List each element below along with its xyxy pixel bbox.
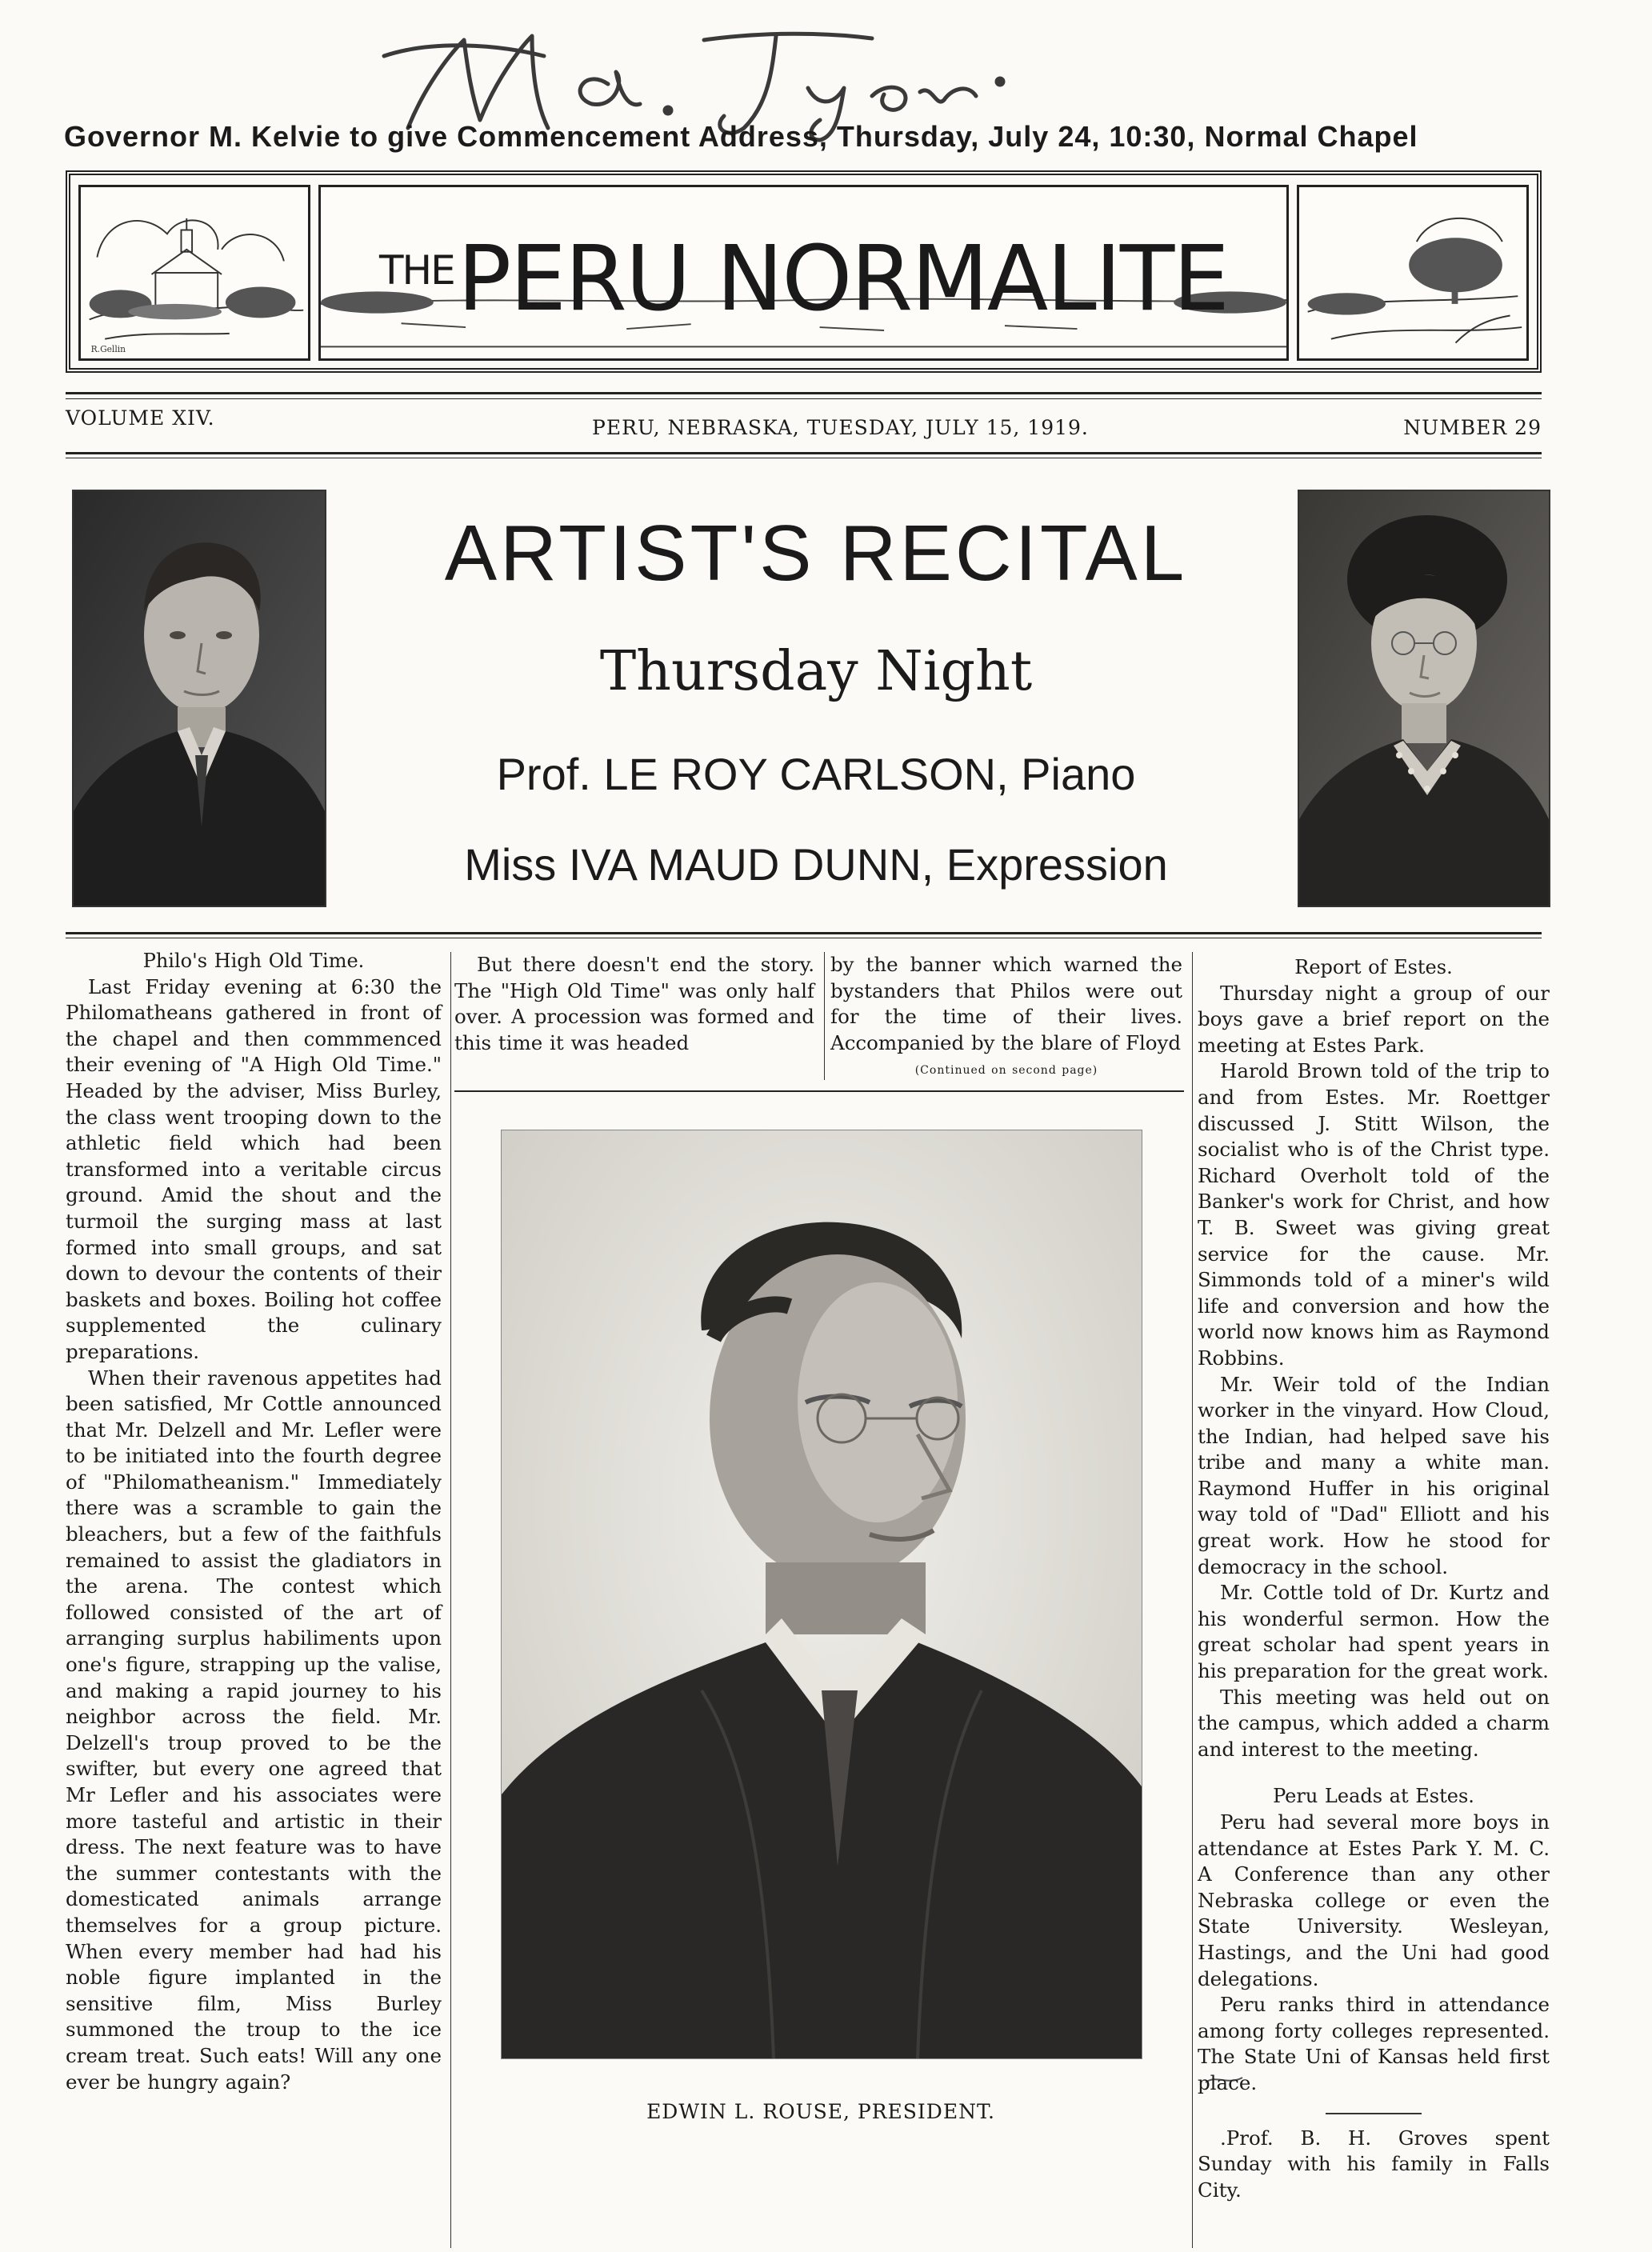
- top-rule-thin: [66, 398, 1542, 399]
- masthead-left-illustration: [78, 185, 310, 361]
- masthead-title-panel: [318, 185, 1289, 361]
- column-divider: [1192, 952, 1193, 2248]
- masthead-artist-signature: R.Gellin: [90, 344, 126, 355]
- article-paragraph: Thursday night a group of our boys gave a brief report on the meeting at Estes Park.: [1198, 981, 1550, 1057]
- article-paragraph: But there doesn't end the story. The "High Old Time" was only half over. A procession was formed and this time it was headed: [454, 953, 814, 1054]
- article-title-philo: Philo's High Old Time.: [142, 950, 365, 972]
- masthead-right-illustration: [1297, 185, 1529, 361]
- note-groves: .Prof. B. H. Groves spent Sunday with his family in Falls City.: [1198, 2126, 1550, 2202]
- volume-label: VOLUME XIV.: [66, 406, 215, 430]
- photo-top-rule: [454, 1090, 1184, 1092]
- photo-caption: EDWIN L. ROUSE, PRESIDENT.: [646, 2100, 995, 2123]
- place-date-label: PERU, NEBRASKA, TUESDAY, JULY 15, 1919.: [592, 416, 1089, 439]
- newspaper-title: [321, 227, 1286, 331]
- headline-subtitle: Thursday Night: [599, 640, 1033, 703]
- portrait-woman-image: [1299, 491, 1549, 906]
- column-philo-continued: [454, 952, 814, 1056]
- column-estes: [1198, 954, 1550, 2203]
- portrait-carlson: [72, 490, 326, 907]
- article-paragraph: Peru ranks third in attendance among forty colleges represented. The State Uni of Kansas held first place.: [1198, 1993, 1550, 2094]
- article-title-peru: Peru Leads at Estes.: [1273, 1785, 1474, 1808]
- article-paragraph: by the banner which warned the bystanders that Philos were out for the time of their lives. Accompanied by the blare of Floyd: [830, 953, 1182, 1054]
- column-philo: [66, 948, 442, 2095]
- president-portrait-image: [502, 1130, 1142, 2058]
- headline-title: ARTIST'S RECITAL: [444, 509, 1188, 597]
- headline-performer-2: Miss IVA MAUD DUNN, Expression: [464, 839, 1168, 890]
- column-philo-continued-2: [830, 952, 1182, 1084]
- article-paragraph: This meeting was held out on the campus, which added a charm and interest to the meeting.: [1198, 1685, 1550, 1761]
- article-title-estes: Report of Estes.: [1294, 956, 1453, 978]
- headline-performer-1: Prof. LE ROY CARLSON, Piano: [496, 749, 1136, 799]
- portrait-man-image: [74, 491, 325, 906]
- body-rule: [66, 932, 1542, 934]
- continued-note: (Continued on second page): [914, 1064, 1098, 1078]
- issue-number-label: NUMBER 29: [1403, 416, 1542, 439]
- masthead: [66, 170, 1542, 373]
- article-paragraph: When their ravenous appetites had been satisfied, Mr Cottle announced that Mr. Delzell and Mr. Lefler were to be initiated into the fourth degree of "Philomatheanism." Immediately there was a scramble to gain the bleachers, but a few of the faithfuls remained to assist the gladiators in the arena. The contest which followed consisted of the art of arranging surplus habiliments upon one's figure, strapping up the valise, and making a rapid journey to his neighbor across the field. Mr. Delzell's troup proved to be the swifter, but every one agreed that Mr Lefler and his associates were more tasteful and artistic in their dress. The next feature was to have the summer contestants with the domesticated animals arrange themselves for a group picture. When every member had had his noble figure implanted in the sensitive film, Miss Burley summoned the troup to the ice cream treat. Such eats! Will any one ever be hungry again?: [66, 1366, 442, 2094]
- dateline-rule: [66, 452, 1542, 454]
- tree-landscape-illustration: [1299, 187, 1526, 358]
- newspaper-title-name: PERU NORMALITE: [457, 227, 1229, 331]
- column-divider: [450, 952, 451, 2248]
- section-divider: [1326, 2113, 1422, 2114]
- schoolhouse-illustration: [81, 187, 308, 358]
- article-paragraph: Harold Brown told of the trip to and from Estes. Mr. Roettger discussed J. Stitt Wilson, the socialist who is of the Christ type. Richard Overholt told of the Banker's work for Christ, and how T. B. Sweet was giving great service for the cause. Mr. Simmonds told of a miner's wild life and conversion and how the world now knows him as Raymond Robbins.: [1198, 1059, 1550, 1370]
- announcement-banner: Governor M. Kelvie to give Commencement Address, Thursday, July 24, 10:30, Normal Chapel: [64, 120, 1418, 153]
- newspaper-title-the: THE: [378, 247, 454, 294]
- article-paragraph: Peru had several more boys in attendance at Estes Park Y. M. C. A Conference than any other Nebraska college or even the State University. Wesleyan, Hastings, and the Uni had good delegations.: [1198, 1810, 1550, 1990]
- portrait-dunn: [1298, 490, 1550, 907]
- article-paragraph: Mr. Weir told of the Indian worker in the vinyard. How Cloud, the Indian, had helped save his tribe and many a white man. Raymond Huffer in his original way told of "Dad" Elliott and his great work. How he stood for democracy in the school.: [1198, 1372, 1550, 1578]
- article-paragraph: Last Friday evening at 6:30 the Philomatheans gathered in front of the chapel and then commmenced their evening of "A High Old Time." Headed by the adviser, Miss Burley, the class went trooping down to the athletic field which had been transformed into a veritable circus ground. Amid the shout and the turmoil the surging mass at last formed into small groups, and sat down to devour the contents of their baskets and boxes. Boiling hot coffee supplemented the culinary preparations.: [66, 974, 442, 1363]
- article-paragraph: Mr. Cottle told of Dr. Kurtz and his wonderful sermon. How the great scholar had spent years in his preparation for the great work.: [1198, 1581, 1550, 1683]
- column-divider: [824, 952, 825, 1080]
- president-photo: [501, 1130, 1142, 2059]
- top-rule: [66, 392, 1542, 394]
